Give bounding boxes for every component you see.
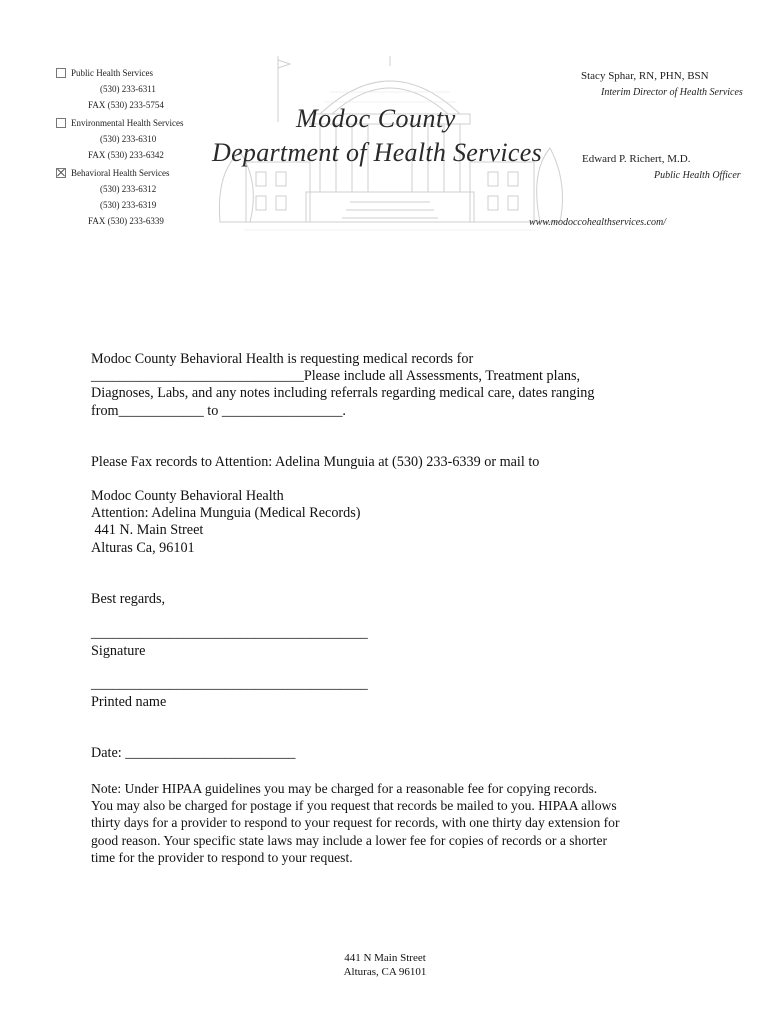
service-label: Behavioral Health Services: [71, 168, 170, 178]
service-phone: (530) 233-6319: [100, 200, 157, 210]
director-title: Interim Director of Health Services: [601, 87, 743, 98]
address-line: Attention: Adelina Munguia (Medical Records): [91, 505, 361, 522]
service-label: Environmental Health Services: [71, 118, 184, 128]
closing: Best regards,: [91, 591, 166, 607]
service-fax: FAX (530) 233-6342: [88, 150, 164, 160]
service-phone: (530) 233-6311: [100, 84, 156, 94]
hipaa-note: [91, 780, 620, 866]
printed-name-field[interactable]: _______________________________________: [91, 676, 368, 692]
fax-instructions: Please Fax records to Attention: Adelina Munguia at (530) 233-6339 or mail to: [91, 454, 540, 470]
note-line: You may also be charged for postage if you request that records be mailed to you. HIPAA allows: [91, 798, 617, 814]
logo-county-name: Modoc County: [296, 104, 456, 133]
printed-name-label: Printed name: [91, 694, 167, 710]
request-line: ______________________________Please include all Assessments, Treatment plans,: [91, 368, 581, 385]
footer-line: Alturas, CA 96101: [343, 966, 427, 978]
service-phone: (530) 233-6310: [100, 134, 157, 144]
environmental-health-checkbox[interactable]: [56, 118, 66, 128]
mailing-address: [91, 488, 361, 557]
address-line: Modoc County Behavioral Health: [91, 488, 284, 504]
footer-line: 441 N Main Street: [344, 952, 426, 964]
note-line: good reason. Your specific state laws may include a lower fee for copies of records or a shorter: [91, 832, 608, 848]
date-field[interactable]: Date: ________________________: [91, 745, 296, 761]
signature-field[interactable]: _______________________________________: [91, 625, 368, 641]
service-environmental-health: [56, 115, 183, 131]
request-line: from____________ to _________________.: [91, 402, 346, 419]
behavioral-health-checkbox[interactable]: [56, 168, 66, 178]
note-line: thirty days for a provider to respond to your request for records, with one thirty day extension for: [91, 815, 620, 831]
officer-title: Public Health Officer: [654, 170, 741, 181]
request-line: Modoc County Behavioral Health is requesting medical records for: [91, 351, 474, 367]
service-fax: FAX (530) 233-5754: [88, 100, 164, 110]
logo-department-name: Department of Health Services: [212, 138, 543, 167]
website-link[interactable]: www.modoccohealthservices.com/: [529, 217, 667, 228]
service-public-health: [56, 65, 183, 81]
note-line: time for the provider to respond to your request.: [91, 849, 353, 865]
department-logo: [210, 52, 565, 232]
footer-address: [285, 951, 485, 979]
address-line: Alturas Ca, 96101: [91, 539, 195, 556]
service-phone: (530) 233-6312: [100, 184, 157, 194]
services-list: [56, 65, 183, 229]
request-line: Diagnoses, Labs, and any notes including referrals regarding medical care, dates ranging: [91, 385, 595, 402]
request-paragraph: [91, 351, 594, 420]
service-behavioral-health: [56, 165, 183, 181]
note-line: Note: Under HIPAA guidelines you may be charged for a reasonable fee for copying records.: [91, 781, 598, 796]
officer-name: Edward P. Richert, M.D.: [582, 153, 691, 165]
director-name: Stacy Sphar, RN, PHN, BSN: [581, 70, 709, 82]
public-health-checkbox[interactable]: [56, 68, 66, 78]
signature-label: Signature: [91, 643, 146, 659]
address-line: 441 N. Main Street: [91, 522, 204, 539]
service-fax: FAX (530) 233-6339: [88, 216, 164, 226]
service-label: Public Health Services: [71, 68, 153, 78]
